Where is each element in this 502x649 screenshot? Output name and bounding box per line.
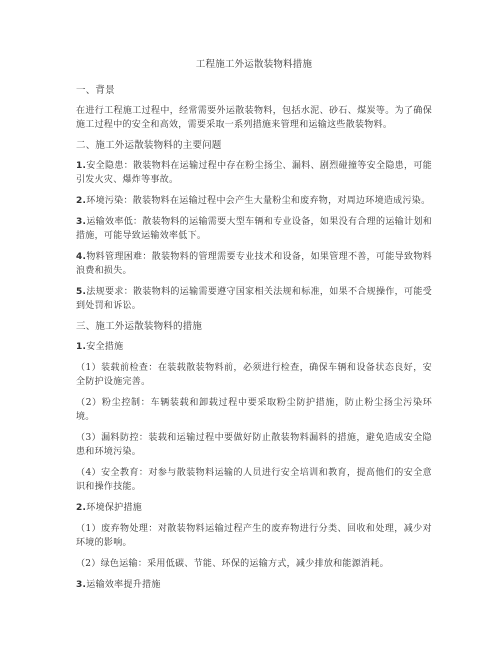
group-number: 3. (76, 580, 87, 590)
problem-item (76, 194, 432, 208)
group-title: 运输效率提升措施 (86, 580, 161, 590)
item-text: 物料管理困难：散装物料的管理需要专业技术和设备，如果管理不善，可能导致物料浪费和损失。 (76, 252, 432, 276)
group-title: 安全措施 (86, 342, 124, 352)
section-heading-background: 一、背景 (76, 85, 115, 96)
item-number: 2. (76, 196, 87, 206)
problem-item (76, 285, 432, 313)
item-text: 法规要求：散装物料的运输需要遵守国家相关法规和标准，如果不合规操作，可能受到处罚和诉讼。 (76, 287, 432, 311)
measure-sub-item: （2）绿色运输：采用低碳、节能、环保的运输方式，减少排放和能源消耗。 (76, 559, 389, 569)
section-heading-measures: 三、施工外运散装物料的措施 (76, 321, 203, 332)
measure-sub-item: （2）粉尘控制：车辆装载和卸载过程中要采取粉尘防护措施，防止粉尘扬尘污染环境。 (76, 398, 432, 422)
problem-item (76, 250, 432, 278)
background-paragraph: 在进行工程施工过程中，经常需要外运散装物料，包括水泥、砂石、煤炭等。为了确保施工过程中的安全和高效，需要采取一系列措施来管理和运输这些散装物料。 (76, 106, 432, 130)
problem-item (76, 215, 432, 243)
measure-sub-item: （1）废弃物处理：对散装物料运输过程产生的废弃物进行分类、回收和处理，减少对环境的影响。 (76, 524, 432, 548)
measure-group-title (76, 340, 432, 354)
item-text: 运输效率低：散装物料的运输需要大型车辆和专业设备，如果没有合理的运输计划和措施，可能导致运输效率低下。 (76, 217, 432, 241)
measure-sub-item: （1）装载前检查：在装载散装物料前，必须进行检查，确保车辆和设备状态良好，安全防护设施完善。 (76, 363, 432, 387)
item-number: 3. (76, 217, 87, 227)
item-number: 5. (76, 287, 87, 297)
item-number: 1. (76, 161, 87, 171)
measure-group-title (76, 501, 432, 515)
group-title: 环境保护措施 (86, 503, 143, 513)
group-number: 2. (76, 503, 87, 513)
problem-item (76, 159, 432, 187)
measure-sub-item: （4）安全教育：对参与散装物料运输的人员进行安全培训和教育，提高他们的安全意识和操作技能。 (76, 468, 432, 492)
item-text: 安全隐患：散装物料在运输过程中存在粉尘扬尘、漏料、剧烈碰撞等安全隐患，可能引发火灾、爆炸等事故。 (76, 161, 432, 185)
measure-group-title (76, 578, 432, 592)
item-number: 4. (76, 252, 87, 262)
document-title: 工程施工外运散装物料措施 (195, 59, 313, 70)
item-text: 环境污染：散装物料在运输过程中会产生大量粉尘和废弃物，对周边环境造成污染。 (86, 196, 431, 206)
measure-sub-item: （3）漏料防控：装载和运输过程中要做好防止散装物料漏料的措施，避免造成安全隐患和环境污染。 (76, 433, 432, 457)
section-heading-problems: 二、施工外运散装物料的主要问题 (76, 140, 222, 151)
group-number: 1. (76, 342, 87, 352)
